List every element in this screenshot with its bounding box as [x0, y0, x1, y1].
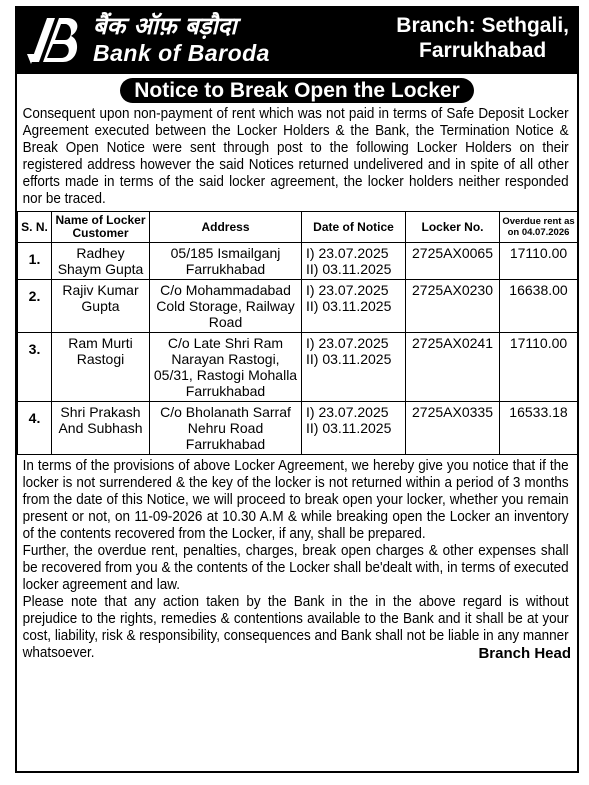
header-sn: S. N. [18, 212, 52, 243]
header-locker: Locker No. [406, 212, 500, 243]
row-rent: 17110.00 [500, 333, 578, 402]
table-header-row [18, 212, 578, 243]
branch-name [396, 13, 569, 63]
row-date-1: I) 23.07.2025 [306, 404, 389, 420]
row-date-2: II) 03.11.2025 [306, 420, 392, 436]
break-open-paragraph: In terms of the provisions of above Locker Agreement, we hereby give you notice that if the locker is not surrendered & the key of the locker is not returned within a period of 3 months from the date of this Notice, we will proceed to break open your locker, whether you remain present or not, on 11-09-2026 at 10.30 A.M & while breaking open the Locker an inventory of the contents recovered from the Locker, if any, shall be prepared. [22, 458, 569, 542]
header-name: Name of Locker Customer [52, 212, 150, 243]
header-rent: Overdue rent as on 04.07.2026 [500, 212, 578, 243]
header-date: Date of Notice [302, 212, 406, 243]
row-date [302, 402, 406, 455]
row-sn: 4. [18, 402, 52, 455]
branch-line-1: Branch: Sethgali, [396, 14, 569, 37]
table-row [18, 402, 578, 455]
title-wrap [17, 74, 577, 106]
row-name: Radhey Shaym Gupta [52, 243, 150, 280]
row-date-1: I) 23.07.2025 [306, 335, 389, 351]
row-date-1: I) 23.07.2025 [306, 282, 389, 298]
row-date-2: II) 03.11.2025 [306, 351, 392, 367]
brand-name [93, 13, 270, 66]
row-sn: 3. [18, 333, 52, 402]
row-rent: 16533.18 [500, 402, 578, 455]
recovery-paragraph: Further, the overdue rent, penalties, charges, break open charges & other expenses shall be recovered from you & the contents of the Locker shall be'dealt with, in terms of executed locker agreement and law. [22, 543, 569, 593]
header-address: Address [150, 212, 302, 243]
signature-branch-head: Branch Head [478, 645, 571, 662]
row-address: C/o Late Shri Ram Narayan Rastogi, 05/31, Rastogi Mohalla Farrukhabad [150, 333, 302, 402]
brand-hindi: बैंक ऑफ़ बड़ौदा [93, 12, 237, 40]
bank-of-baroda-logo-icon [25, 14, 83, 70]
disclaimer-paragraph: Please note that any action taken by the Bank in the in the above regard is without prejudice to the rights, remedies & contentions available to the Bank and it shall be at your cost, liability, risk & responsibility, consequences and Bank shall not be liable in any manner whatsoever. [22, 594, 569, 661]
locker-notice [15, 6, 579, 773]
row-sn: 1. [18, 243, 52, 280]
row-address: C/o Bholanath Sarraf Nehru Road Farrukhabad [150, 402, 302, 455]
table-row [18, 243, 578, 280]
row-name: Ram Murti Rastogi [52, 333, 150, 402]
brand-english: Bank of Baroda [93, 40, 270, 66]
row-date [302, 280, 406, 333]
footer [17, 594, 577, 662]
row-date-2: II) 03.11.2025 [306, 298, 392, 314]
row-rent: 17110.00 [500, 243, 578, 280]
intro-paragraph: Consequent upon non-payment of rent which was not paid in terms of Safe Deposit Locker Agreement executed between the Locker Holders & the Bank, the Termination Notice & Break Open Notice were sent through post to the following Locker Holders on their registered address however the said Notices returned undelivered and in spite of all other efforts made in terms of the said locker agreement, the locker holders neither responded nor be traced. [22, 106, 569, 207]
notice-title: Notice to Break Open the Locker [120, 78, 474, 103]
row-date-1: I) 23.07.2025 [306, 245, 389, 261]
row-locker: 2725AX0241 [406, 333, 500, 402]
row-name: Shri Prakash And Subhash [52, 402, 150, 455]
row-address: 05/185 Ismailganj Farrukhabad [150, 243, 302, 280]
row-date-2: II) 03.11.2025 [306, 261, 392, 277]
row-date [302, 243, 406, 280]
row-name: Rajiv Kumar Gupta [52, 280, 150, 333]
branch-line-2: Farrukhabad [419, 39, 547, 62]
table-row [18, 280, 578, 333]
row-sn: 2. [18, 280, 52, 333]
table-row [18, 333, 578, 402]
row-date [302, 333, 406, 402]
row-rent: 16638.00 [500, 280, 578, 333]
row-locker: 2725AX0335 [406, 402, 500, 455]
bank-header [17, 8, 577, 74]
row-address: C/o Mohammadabad Cold Storage, Railway Road [150, 280, 302, 333]
row-locker: 2725AX0230 [406, 280, 500, 333]
row-locker: 2725AX0065 [406, 243, 500, 280]
locker-table [17, 211, 578, 455]
